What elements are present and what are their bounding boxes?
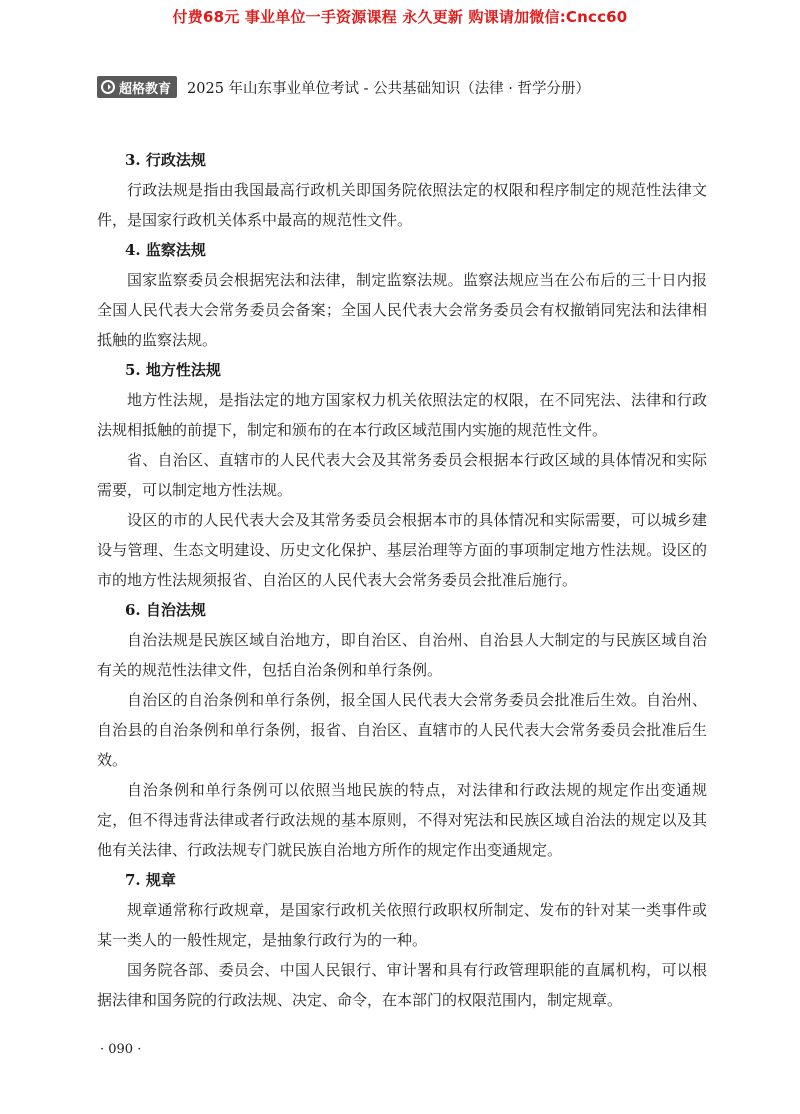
- paragraph: 自治条例和单行条例可以依照当地民族的特点，对法律和行政法规的规定作出变通规定，但不得违背法律或者行政法规的基本原则，不得对宪法和民族区域自治法的规定以及其他有关法律、行政法规专门就民族自治地方所作的规定作出变通规定。: [97, 781, 707, 859]
- paragraph: 地方性法规，是指法定的地方国家权力机关依照法定的权限，在不同宪法、法律和行政法规相抵触的前提下，制定和颁布的在本行政区域范围内实施的规范性文件。: [97, 391, 707, 439]
- paragraph: 行政法规是指由我国最高行政机关即国务院依照法定的权限和程序制定的规范性法律文件，是国家行政机关体系中最高的规范性文件。: [97, 181, 707, 229]
- paragraph: 规章通常称行政规章，是国家行政机关依照行政职权所制定、发布的针对某一类事件或某一类人的一般性规定，是抽象行政行为的一种。: [97, 901, 707, 949]
- paragraph: 自治区的自治条例和单行条例，报全国人民代表大会常务委员会批准后生效。自治州、自治县的自治条例和单行条例，报省、自治区、直辖市的人民代表大会常务委员会批准后生效。: [97, 691, 707, 769]
- section-heading: 5. 地方性法规: [125, 361, 221, 379]
- brand-logo: [97, 76, 177, 98]
- section-heading: 4. 监察法规: [125, 241, 206, 259]
- promo-banner: 付费68元 事业单位一手资源课程 永久更新 购课请加微信:Cncc60: [172, 8, 628, 26]
- paragraph: 国务院各部、委员会、中国人民银行、审计署和具有行政管理职能的直属机构，可以根据法律和国务院的行政法规、决定、命令，在本部门的权限范围内，制定规章。: [97, 961, 707, 1009]
- page-header: [97, 76, 590, 98]
- section-heading: 7. 规章: [125, 871, 176, 889]
- page-number: · 090 ·: [100, 1042, 142, 1057]
- section-heading: 6. 自治法规: [125, 601, 206, 619]
- paragraph: 设区的市的人民代表大会及其常务委员会根据本市的具体情况和实际需要，可以城乡建设与管理、生态文明建设、历史文化保护、基层治理等方面的事项制定地方性法规。设区的市的地方性法规须报省、自治区的人民代表大会常务委员会批准后施行。: [97, 511, 707, 589]
- paragraph: 省、自治区、直辖市的人民代表大会及其常务委员会根据本行政区域的具体情况和实际需要，可以制定地方性法规。: [97, 451, 707, 499]
- section-heading: 3. 行政法规: [125, 151, 206, 169]
- document-body: [97, 145, 707, 1015]
- logo-text: 超格教育: [119, 81, 172, 97]
- paragraph: 国家监察委员会根据宪法和法律，制定监察法规。监察法规应当在公布后的三十日内报全国人民代表大会常务委员会备案；全国人民代表大会常务委员会有权撤销同宪法和法律相抵触的监察法规。: [97, 271, 707, 349]
- paragraph: 自治法规是民族区域自治地方，即自治区、自治州、自治县人大制定的与民族区域自治有关的规范性法律文件，包括自治条例和单行条例。: [97, 631, 707, 679]
- document-title: 2025 年山东事业单位考试 - 公共基础知识（法律 · 哲学分册）: [187, 80, 590, 97]
- logo-mark-icon: [101, 80, 115, 94]
